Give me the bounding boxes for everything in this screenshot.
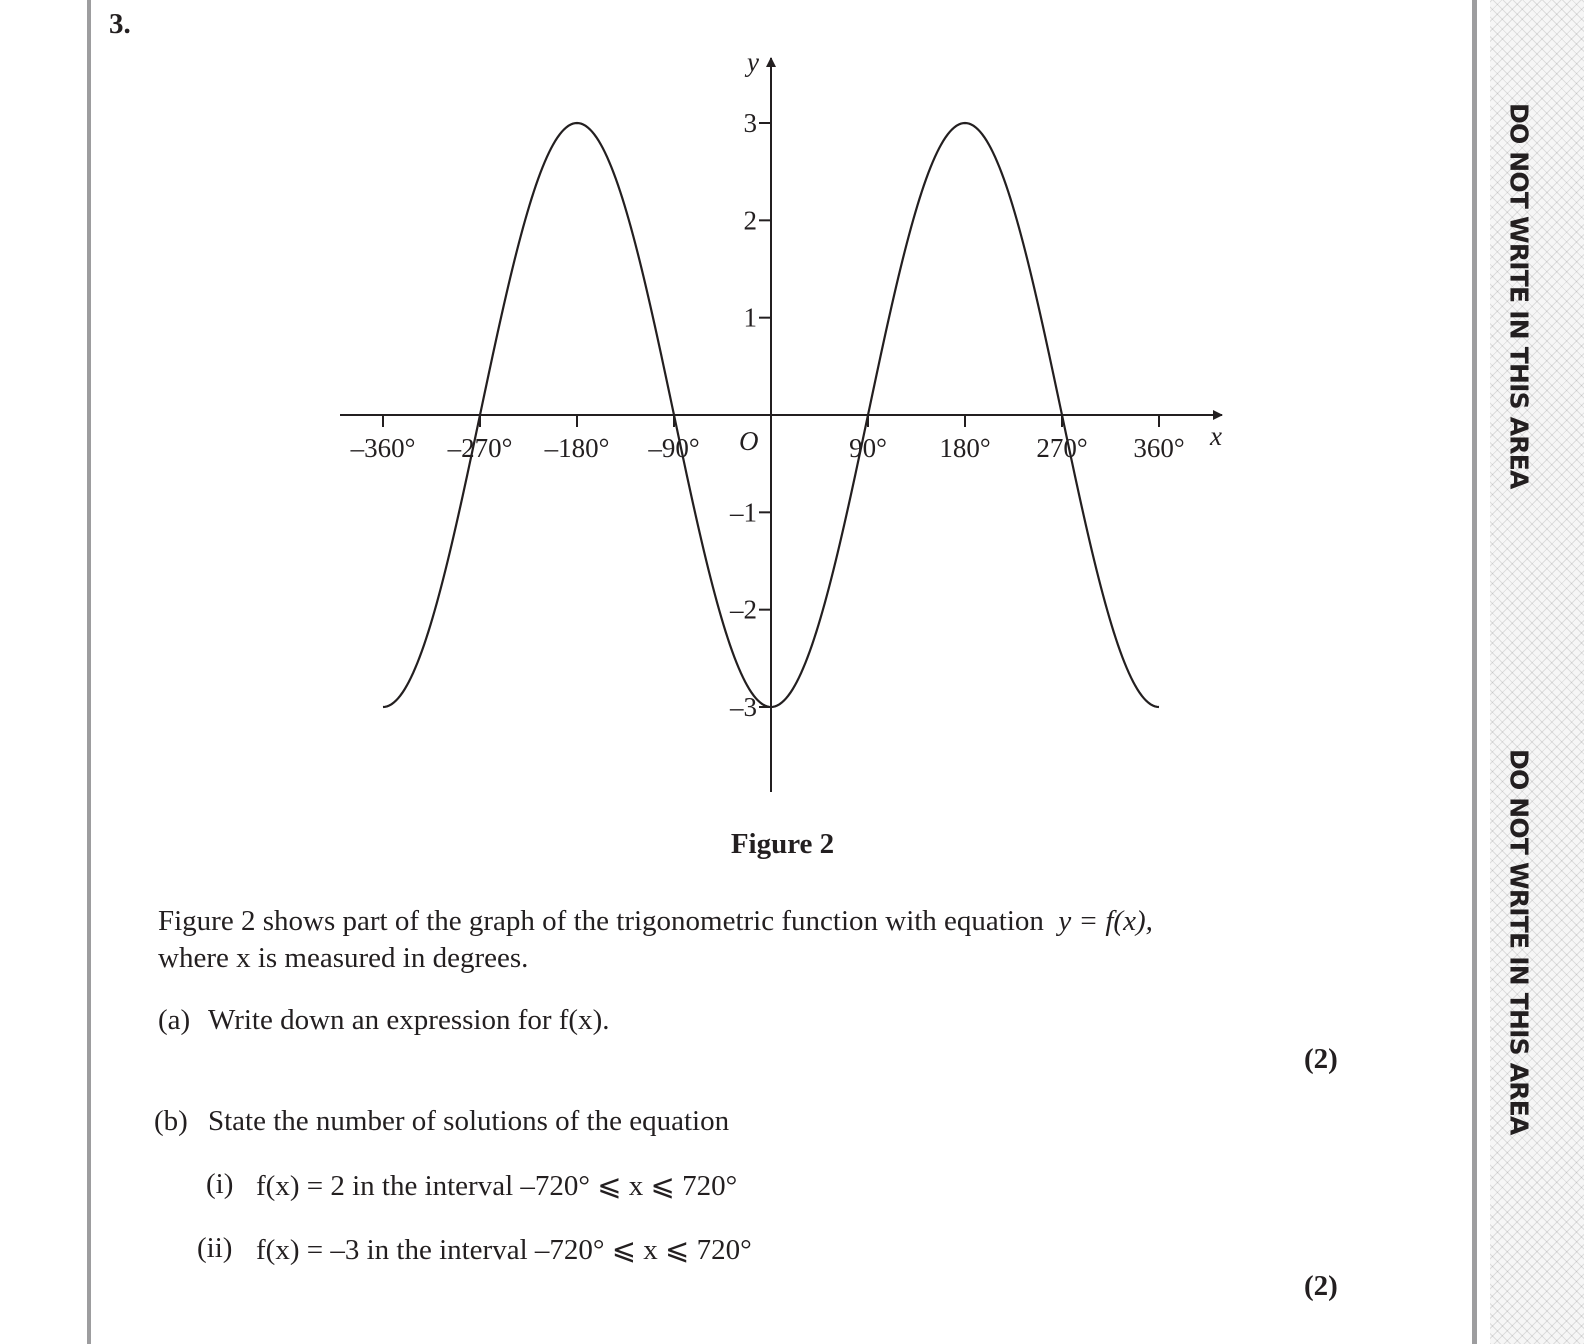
- part-a-label: (a): [158, 1004, 191, 1036]
- x-tick-label: –360°: [350, 433, 416, 463]
- part-b-ii-label: (ii): [197, 1232, 233, 1264]
- y-tick-label: –2: [730, 594, 757, 625]
- intro-text: Figure 2 shows part of the graph of the trigonometric function with equation: [158, 905, 1044, 937]
- y-tick-label: 3: [743, 108, 757, 139]
- part-b-label: (b): [154, 1105, 188, 1137]
- figure-caption: Figure 2: [730, 828, 835, 860]
- part-b-i-label: (i): [206, 1168, 234, 1200]
- part-b-i-text: f(x) = 2 in the interval –720° ⩽ x ⩽ 720°: [256, 1170, 738, 1202]
- x-tick-label: –90°: [648, 433, 700, 463]
- y-tick-label: 2: [743, 205, 757, 236]
- intro-equation: y = f(x),: [1058, 905, 1153, 937]
- origin-label: O: [739, 426, 759, 456]
- right-margin-line: [1472, 0, 1477, 1344]
- question-number: 3.: [109, 8, 131, 40]
- x-tick-label: 180°: [939, 433, 991, 463]
- x-tick-label: 90°: [849, 433, 887, 463]
- part-b-marks: (2): [1304, 1270, 1338, 1302]
- y-tick-label: 1: [743, 302, 757, 333]
- intro-line-1: [158, 905, 1153, 938]
- y-axis-label: y: [747, 47, 759, 77]
- x-tick-label: 270°: [1036, 433, 1088, 463]
- x-tick-label: –270°: [447, 433, 513, 463]
- y-tick-label: –3: [730, 691, 757, 722]
- part-a-text: Write down an expression for f(x).: [208, 1004, 610, 1036]
- intro-line-2: where x is measured in degrees.: [158, 942, 529, 974]
- part-b-ii-text: f(x) = –3 in the interval –720° ⩽ x ⩽ 720°: [256, 1234, 752, 1266]
- part-a-marks: (2): [1304, 1043, 1338, 1075]
- margin-warning-top: DO NOT WRITE IN THIS AREA: [1504, 103, 1534, 489]
- x-tick-label: –180°: [544, 433, 610, 463]
- x-axis-label: x: [1210, 421, 1222, 451]
- x-tick-label: 360°: [1133, 433, 1185, 463]
- y-tick-label: –1: [730, 497, 757, 528]
- margin-warning-bottom: DO NOT WRITE IN THIS AREA: [1504, 749, 1534, 1135]
- part-b-text: State the number of solutions of the equation: [208, 1105, 730, 1137]
